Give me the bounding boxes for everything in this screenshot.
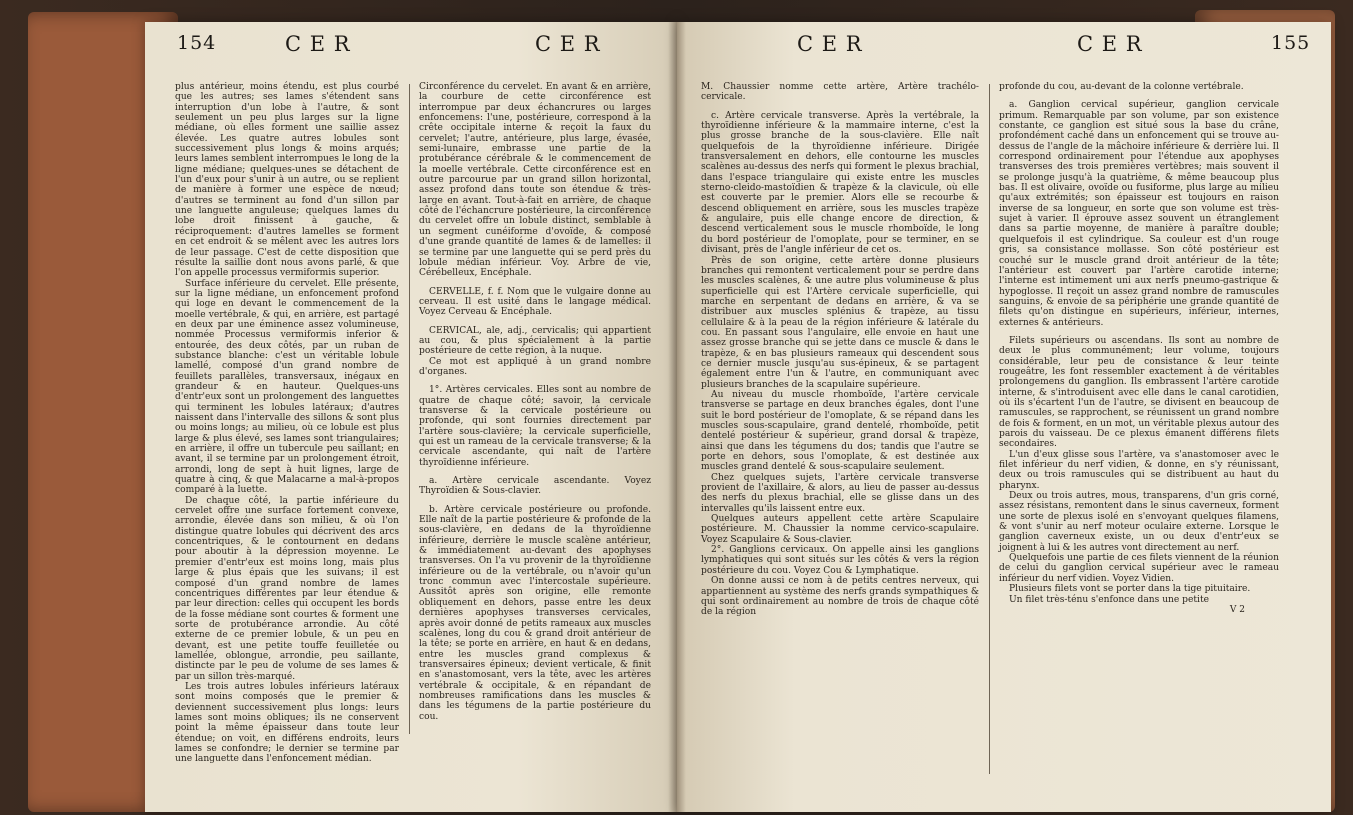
paragraph: c. Artère cervicale transverse. Après la vertébrale, la thyroïdienne inférieure & la mammaire interne, c'est la plus grosse branche de la sous-clavière. Elle naît quelquefois de la thyroïdienne inférieure. Dirigée transversalement en dehors, elle contourne les muscles scalènes au-dessus des nerfs qui forment le plexus brachial, dans l'espace triangulaire qui existe entre les muscles sterno-cleido-mastoïdien & trapèze & la clavicule, où elle est couverte par le premier. Alors elle se recourbe & descend obliquement en arrière, sous les muscles trapèze & angulaire, puis elle change encore de direction, & descend verticalement sous le muscle rhomboïde, le long du bord postérieur de l'omoplate, pour se terminer, en se divisant, près de l'angle inférieur de cet os. (701, 110, 979, 256)
paragraph: Près de son origine, cette artère donne plusieurs branches qui remontent verticalement pour se perdre dans les muscles scalènes, & une autre plus volumineuse & plus superficielle qui est l'Artère cervicale superficielle, qui marche en serpentant de dedans en arrière, & va se distribuer aux muscles splénius & trapèze, au tissu cellulaire & à la peau de la région inférieure & latérale du cou. En passant sous l'angulaire, elle envoie en haut une assez grosse branche qui se jette dans ce muscle & dans le trapèze, & en bas plusieurs rameaux qui descendent sous ce dernier muscle jusqu'au sus-épineux, & se partagent également entre l'un & l'autre, en communiquant avec plusieurs branches de la scapulaire supérieure. (701, 255, 979, 390)
paragraph: Plusieurs filets vont se porter dans la tige pituitaire. (1009, 584, 1251, 595)
paragraph: Deux ou trois autres, mous, transparens, d'un gris corné, assez résistans, remontent dans le sinus caverneux, forment une sorte de plexus isolé en s'envoyant quelques filamens, & vont s'unir au nerf moteur oculaire externe. Lorsque le ganglion caverneux existe, un ou deux d'entr'eux se joignent à lui & les autres vont directement au nerf. (999, 491, 1279, 553)
column-rule (409, 84, 410, 734)
right-running-head-1: C E R (797, 32, 863, 56)
left-page-number: 154 (177, 32, 217, 54)
left-running-head-1: C E R (285, 32, 351, 56)
right-page (677, 22, 1331, 812)
paragraph: Les trois autres lobules inférieurs latéraux sont moins composés que le premier & deviennent successivement plus longs: leurs lames sont moins obliques; ils ne conservent point la même épaisseur dans toute leur étendue; on voit, en différens endroits, leurs lames se confondre; le dernier se termine par une languette dans l'enfoncement médian. (175, 681, 399, 765)
paragraph: Surface inférieure du cervelet. Elle présente, sur la ligne médiane, un enfoncement profond qui loge en devant le commencement de la moelle vertébrale, & qui, en arrière, est partagé en deux par une éminence assez volumineuse, nommée Processus vermiformis inferior & entourée, des deux côtés, par un ruban de substance blanche: c'est un véritable lobule lamellé, composé d'un grand nombre de feuillets parallèles, transversaux, inégaux en grandeur & en hauteur. Quelques-uns d'entr'eux sont un prolongement des languettes qui terminent les lobules latéraux; d'autres naissent dans l'intervalle des sillons & sont plus ou moins longs; au milieu, où ce lobule est plus large & plus élevé, ses lames sont triangulaires; en arrière, il offre un tubercule peu saillant; en avant, il se termine par un prolongement étroit, arrondi, long de sept à huit lignes, large de quatre à cinq, & que Malacarne a mal-à-propos comparé à la luette. (175, 278, 399, 496)
left-page (145, 22, 677, 812)
left-column-2 (419, 82, 651, 722)
paragraph: a. Ganglion cervical supérieur, ganglion cervicale primum. Remarquable par son volume, par son existence constante, ce ganglion est situé sous la base du crâne, profondément caché dans un enfoncement qui se trouve au-dessus de l'angle de la mâchoire inférieure & derrière lui. Il correspond ordinairement pour l'étendue aux apophyses transverses des trois premières vertèbres; mais souvent il se prolonge jusqu'à la quatrième, & même beaucoup plus bas. Il est olivaire, ovoïde ou fusiforme, plus large au milieu qu'aux extrémités; son épaisseur est toujours en raison inverse de sa longueur, en sorte que son volume est très-sujet à varier. Il éprouve assez souvent un étranglement dans sa partie moyenne, de manière à paraître double; quelquefois il est cylindrique. Sa couleur est d'un rouge gris, sa consistance mollasse. Son côté postérieur est couché sur le muscle grand droit antérieur de la tête; l'antérieur est couvert par l'artère carotide interne; l'interne est intimement uni aux nerfs pneumo-gastrique & hypoglosse. Il reçoit un assez grand nombre de ramuscules sanguins, & envoie de sa périphérie une grande quantité de filets qu'on distingue en supérieurs, inférieur, internes, externes & antérieurs. (999, 100, 1279, 328)
paragraph: Un filet très-ténu s'enfonce dans une petite (1009, 594, 1209, 605)
paragraph: L'un d'eux glisse sous l'artère, va s'anastomoser avec le filet inférieur du nerf vidien, & donne, en s'y réunissant, deux ou trois ramuscules qui se distribuent au haut du pharynx. (999, 449, 1279, 491)
paragraph: profonde du cou, au-devant de la colonne vertébrale. (999, 82, 1244, 92)
paragraph: Quelquefois une partie de ces filets viennent de la réunion de celui du ganglion cervical supérieur avec le rameau inférieur du nerf vidien. Voyez Vidien. (999, 553, 1279, 584)
paragraph: Ce mot est appliqué à un grand nombre d'organes. (419, 356, 651, 377)
right-column-2 (999, 82, 1279, 615)
paragraph: Filets supérieurs ou ascendans. Ils sont au nombre de deux le plus communément; leur volume, toujours considérable, leur peu de consistance & leur teinte rougeâtre, les font ressembler exactement à de véritables prolongemens du ganglion. Ils embrassent l'artère carotide interne, & s'introduisent avec elle dans le canal carotidien, où ils s'écartent l'un de l'autre, se divisent en beaucoup de ramuscules, se rapprochent, se réunissent un grand nombre de fois & forment, en un mot, un véritable plexus autour des parois du vaisseau. De ce plexus émanent différens filets secondaires. (999, 335, 1279, 450)
signature-mark: V 2 (1229, 604, 1245, 615)
paragraph: plus antérieur, moins étendu, est plus courbé que les autres; ses lames s'étendent sans interruption d'un lobe à l'autre, & sont seulement un peu plus larges sur la ligne médiane, où elles forment une saillie assez élevée. Les quatre autres lobules sont successivement plus longs & moins arqués; leurs lames semblent interrompues le long de la ligne médiane; quelques-unes se détachent de l'un d'eux pour s'unir à un autre, ou se replient de manière à former une espèce de nœud; d'autres se terminent au fond d'un sillon par une languette anguleuse; quelques lames du lobe droit finissent à gauche, & réciproquement: d'autres lamelles se forment en cet endroit & se mêlent avec les autres lors de leur passage. C'est de cette disposition que résulte la saillie dont nous avons parlé, & que l'on appelle processus vermiformis superior. (175, 82, 399, 279)
paragraph: Au niveau du muscle rhomboïde, l'artère cervicale transverse se partage en deux branches égales, dont l'une suit le bord postérieur de l'omoplate, & se répand dans les muscles sous-scapulaire, grand dentelé, rhomboïde, petit dentelé postérieur & supérieur, grand dorsal & trapèze, ainsi que dans les tégumens du dos; tandis que l'autre se porte en dehors, sous l'omoplate, & est destinée aux muscles grand dentelé & sous-scapulaire seulement. (701, 389, 979, 473)
entry-cervical: CERVICAL, ale, adj., cervicalis; qui appartient au cou, & plus spécialement à la partie postérieure de cette région, à la nuque. (419, 325, 651, 357)
paragraph: De chaque côté, la partie inférieure du cervelet offre une surface fortement convexe, arrondie, élevée dans son milieu, & où l'on distingue quatre lobules qui décrivent des arcs concentriques, & le contournent en dedans pour aboutir à la dépression moyenne. Le premier d'entr'eux est moins long, mais plus large & plus épais que les suivans; il est composé d'un grand nombre de lames concentriques différentes par leur étendue & par leur direction: celles qui occupent les bords de la fosse médiane sont courtes & forment une sorte de protubérance arrondie. Au côté externe de ce premier lobule, & un peu en devant, est une petite touffe feuilletée ou lamellée, oblongue, arrondie, peu saillante, distincte par le peu de volume de ses lames & par un sillon très-marqué. (175, 495, 399, 682)
paragraph: b. Artère cervicale postérieure ou profonde. Elle naît de la partie postérieure & profonde de la sous-clavière, en dedans de la thyroïdienne inférieure, derrière le muscle scalène antérieur, & immédiatement au-devant des apophyses transverses. On l'a vu provenir de la thyroïdienne inférieure ou de la vertébrale, ou n'avoir qu'un tronc commun avec l'intercostale supérieure. Aussitôt après son origine, elle remonte obliquement en dehors, passe entre les deux dernières apophyses transverses cervicales, après avoir donné de petits rameaux aux muscles scalènes, long du cou & grand droit antérieur de la tête; se porte en arrière, en haut & en dedans, entre les muscles grand complexus & transversaires épineux; devient verticale, & finit en s'anastomosant, vers la tête, avec les artères vertébrale & occipitale, & en répandant de nombreuses ramifications dans les muscles & dans les tégumens de la partie postérieure du cou. (419, 504, 651, 722)
paragraph: M. Chaussier nomme cette artère, Artère trachélo-cervicale. (701, 82, 979, 103)
paragraph: Circonférence du cervelet. En avant & en arrière, la courbure de cette circonférence est interrompue par deux échancrures ou larges enfoncemens: l'une, postérieure, correspond à la crête occipitale interne & reçoit la faux du cervelet; l'autre, antérieure, plus large, évasée, semi-lunaire, embrasse une partie de la protubérance cérébrale & le commencement de la moelle vertébrale. Cette circonférence est en outre parcourue par un grand sillon horizontal, assez profond dans toute son étendue & très-large en avant. Tout-à-fait en arrière, de chaque côté de l'échancrure postérieure, la circonférence du cervelet offre un lobule distinct, semblable à un segment cunéiforme d'ovoïde, & composé d'une grande quantité de lames & de lamelles: il se termine par une languette qui se perd près du lobule médian inférieur. Voy. Arbre de vie, Cérébelleux, Encéphale. (419, 82, 651, 279)
paragraph: Quelques auteurs appellent cette artère Scapulaire postérieure. M. Chaussier la nomme cervico-scapulaire. Voyez Scapulaire & Sous-clavier. (701, 514, 979, 545)
paragraph: Chez quelques sujets, l'artère cervicale transverse provient de l'axillaire, & alors, au lieu de passer au-dessus des nerfs du plexus brachial, elle se glisse dans un des intervalles qu'ils laissent entre eux. (701, 472, 979, 514)
paragraph: a. Artère cervicale ascendante. Voyez Thyroïdien & Sous-clavier. (419, 476, 651, 497)
paragraph: On donne aussi ce nom à de petits centres nerveux, qui appartiennent au système des nerfs grands sympathiques & qui sont ordinairement au nombre de trois de chaque côté de la région (701, 576, 979, 618)
paragraph: 2°. Ganglions cervicaux. On appelle ainsi les ganglions lymphatiques qui sont situés sur les côtés & vers la région postérieure du cou. Voyez Cou & Lymphatique. (701, 545, 979, 576)
right-page-number: 155 (1271, 32, 1311, 54)
column-rule (989, 84, 990, 774)
left-running-head-2: C E R (535, 32, 601, 56)
left-column-1 (175, 82, 399, 765)
right-column-1 (701, 82, 979, 618)
right-running-head-2: C E R (1077, 32, 1143, 56)
book-gutter (668, 22, 686, 812)
entry-cervelle: CERVELLE, f. f. Nom que le vulgaire donne au cerveau. Il est usité dans le langage médical. Voyez Cerveau & Encéphale. (419, 286, 651, 318)
paragraph: 1°. Artères cervicales. Elles sont au nombre de quatre de chaque côté; savoir, la cervicale transverse & la cervicale postérieure ou profonde, qui sont fournies directement par l'artère sous-clavière; la cervicale superficielle, qui est un rameau de la cervicale transverse; & la cervicale ascendante, qui naît de l'artère thyroïdienne inférieure. (419, 385, 651, 468)
